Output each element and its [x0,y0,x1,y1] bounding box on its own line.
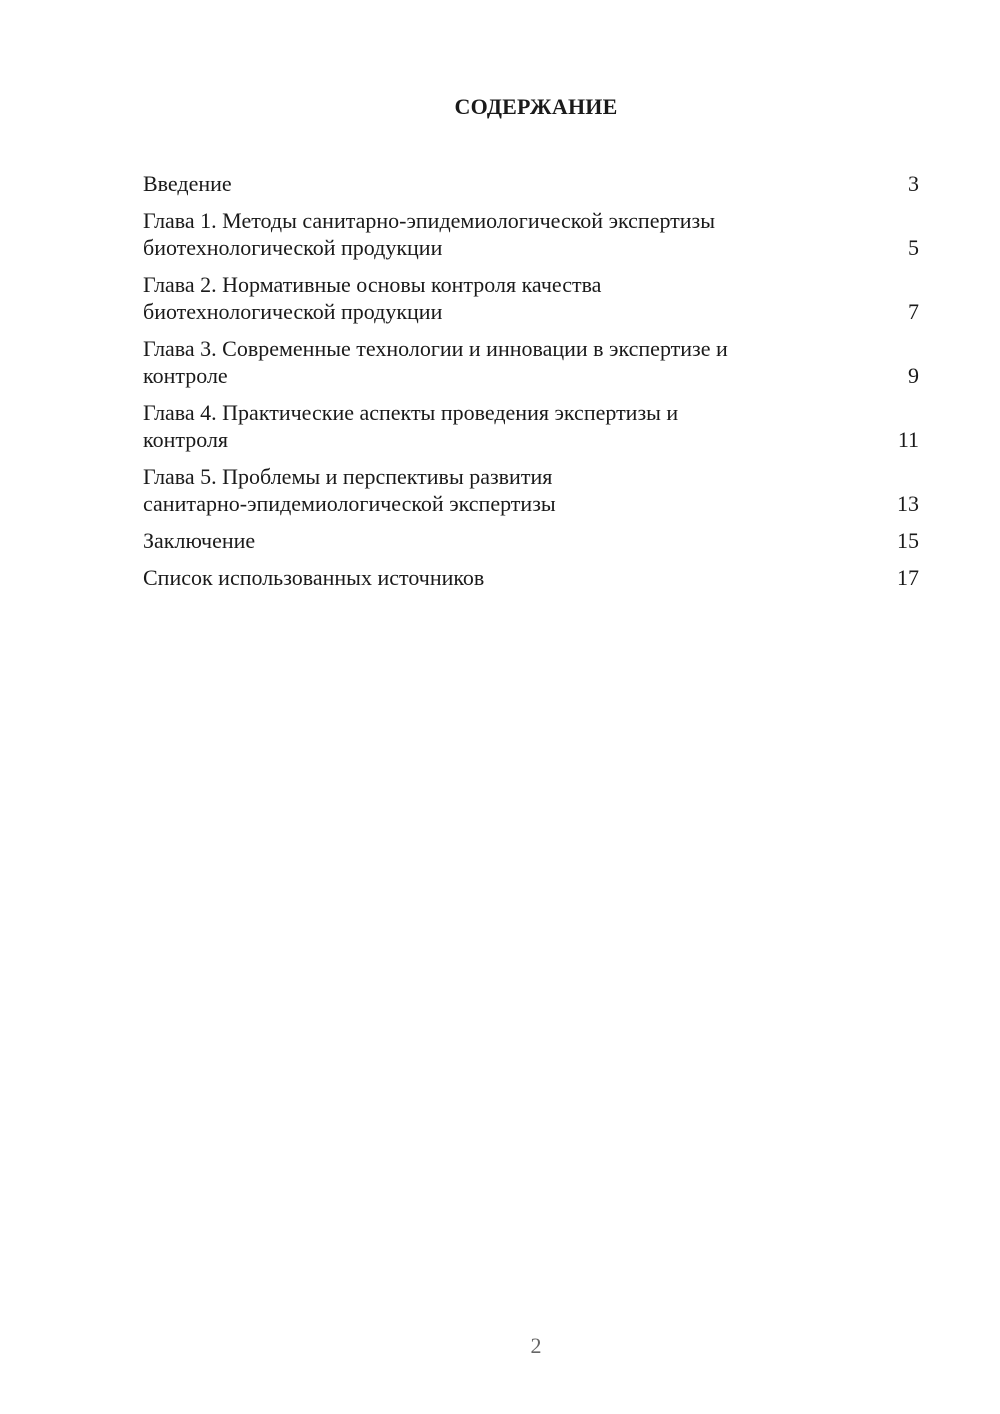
table-of-contents [143,170,919,591]
toc-entry-chapter-3 [143,335,919,389]
toc-entry-line: биотехнологической продукции [143,235,443,260]
toc-page-number: 7 [908,299,919,324]
toc-page-number: 13 [897,491,919,516]
toc-entry-line: Введение [143,171,232,196]
toc-entry-references [143,564,919,591]
toc-entry-line: биотехнологической продукции [143,299,443,324]
toc-entry-text [143,170,833,197]
toc-entry-introduction [143,170,919,197]
toc-entry-chapter-2 [143,271,919,325]
toc-entry-chapter-4 [143,399,919,453]
toc-page-number: 11 [897,427,919,452]
toc-entry-line: контроля [143,427,229,452]
toc-entry-text [143,463,833,517]
toc-entry-text [143,399,833,453]
toc-entry-line: контроле [143,363,228,388]
toc-entry-chapter-1 [143,207,919,261]
toc-entry-line: Список использованных источников [143,565,485,590]
toc-entry-chapter-5 [143,463,919,517]
toc-page-number: 17 [897,565,919,590]
toc-entry-line: Глава 5. Проблемы и перспективы развития [143,464,553,489]
toc-entry-text [143,527,833,554]
toc-entry-text [143,271,833,325]
toc-page-number: 3 [908,171,919,196]
toc-entry-text [143,335,833,389]
toc-entry-text [143,207,833,261]
toc-page-number: 5 [908,235,919,260]
toc-entry-line: Глава 4. Практические аспекты проведения экспертизы и [143,400,679,425]
toc-entry-line: санитарно-эпидемиологической экспертизы [143,491,556,516]
toc-page-number: 15 [897,528,919,553]
toc-entry-line: Глава 3. Современные технологии и инновации в экспертизе и [143,336,728,361]
toc-page-number: 9 [908,363,919,388]
toc-entry-text [143,564,833,591]
page-title: СОДЕРЖАНИЕ [454,94,618,119]
page-number: 2 [530,1333,542,1358]
toc-entry-line: Глава 1. Методы санитарно-эпидемиологической экспертизы [143,208,716,233]
toc-entry-line: Глава 2. Нормативные основы контроля качества [143,272,602,297]
toc-entry-conclusion [143,527,919,554]
toc-entry-line: Заключение [143,528,256,553]
